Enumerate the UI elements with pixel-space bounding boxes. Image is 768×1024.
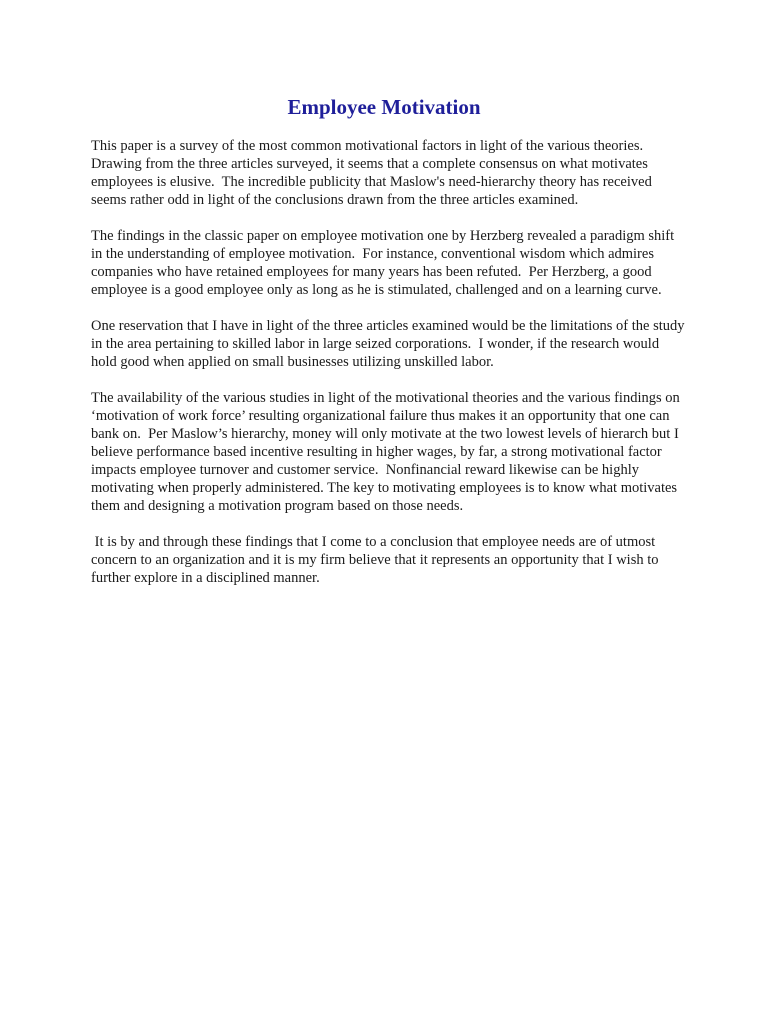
paragraph-5: It is by and through these findings that I come to a conclusion that employee needs are of utmost concern to an organization and it is my firm believe that it represents an opportunity that I wish to further explore in a disciplined manner. bbox=[91, 534, 663, 586]
paragraph-4: The availability of the various studies in light of the motivational theories and the various findings on ‘motivation of work force’ resulting organizational failure thus makes it an opportunity that one can bank on. Per Maslow’s hierarchy, money will only motivate at the two lowest levels of hierarch but I believe performance based incentive resulting in higher wages, by far, a strong motivational factor impacts employee turnover and customer service. Nonfinancial reward likewise can be highly motivating when properly administered. The key to motivating employees is to know what motivates them and designing a motivation program based on those needs. bbox=[91, 390, 684, 514]
paragraph-2: The findings in the classic paper on employee motivation one by Herzberg revealed a paradigm shift in the understanding of employee motivation. For instance, conventional wisdom which admires companies who have retained employees for many years has been refuted. Per Herzberg, a good employee is a good employee only as long as he is stimulated, challenged and on a learning curve. bbox=[91, 228, 678, 298]
document-body bbox=[91, 137, 689, 605]
document-title: Employee Motivation bbox=[287, 95, 481, 119]
paragraph-1: This paper is a survey of the most common motivational factors in light of the various theories. Drawing from the three articles surveyed, it seems that a complete consensus on what motivates employees is elusive. The incredible publicity that Maslow's need-hierarchy theory has received seems rather odd in light of the conclusions drawn from the three articles examined. bbox=[91, 138, 656, 208]
paragraph-3: One reservation that I have in light of the three articles examined would be the limitations of the study in the area pertaining to skilled labor in large seized corporations. I wonder, if the research would hold good when applied on small businesses utilizing unskilled labor. bbox=[91, 318, 689, 370]
